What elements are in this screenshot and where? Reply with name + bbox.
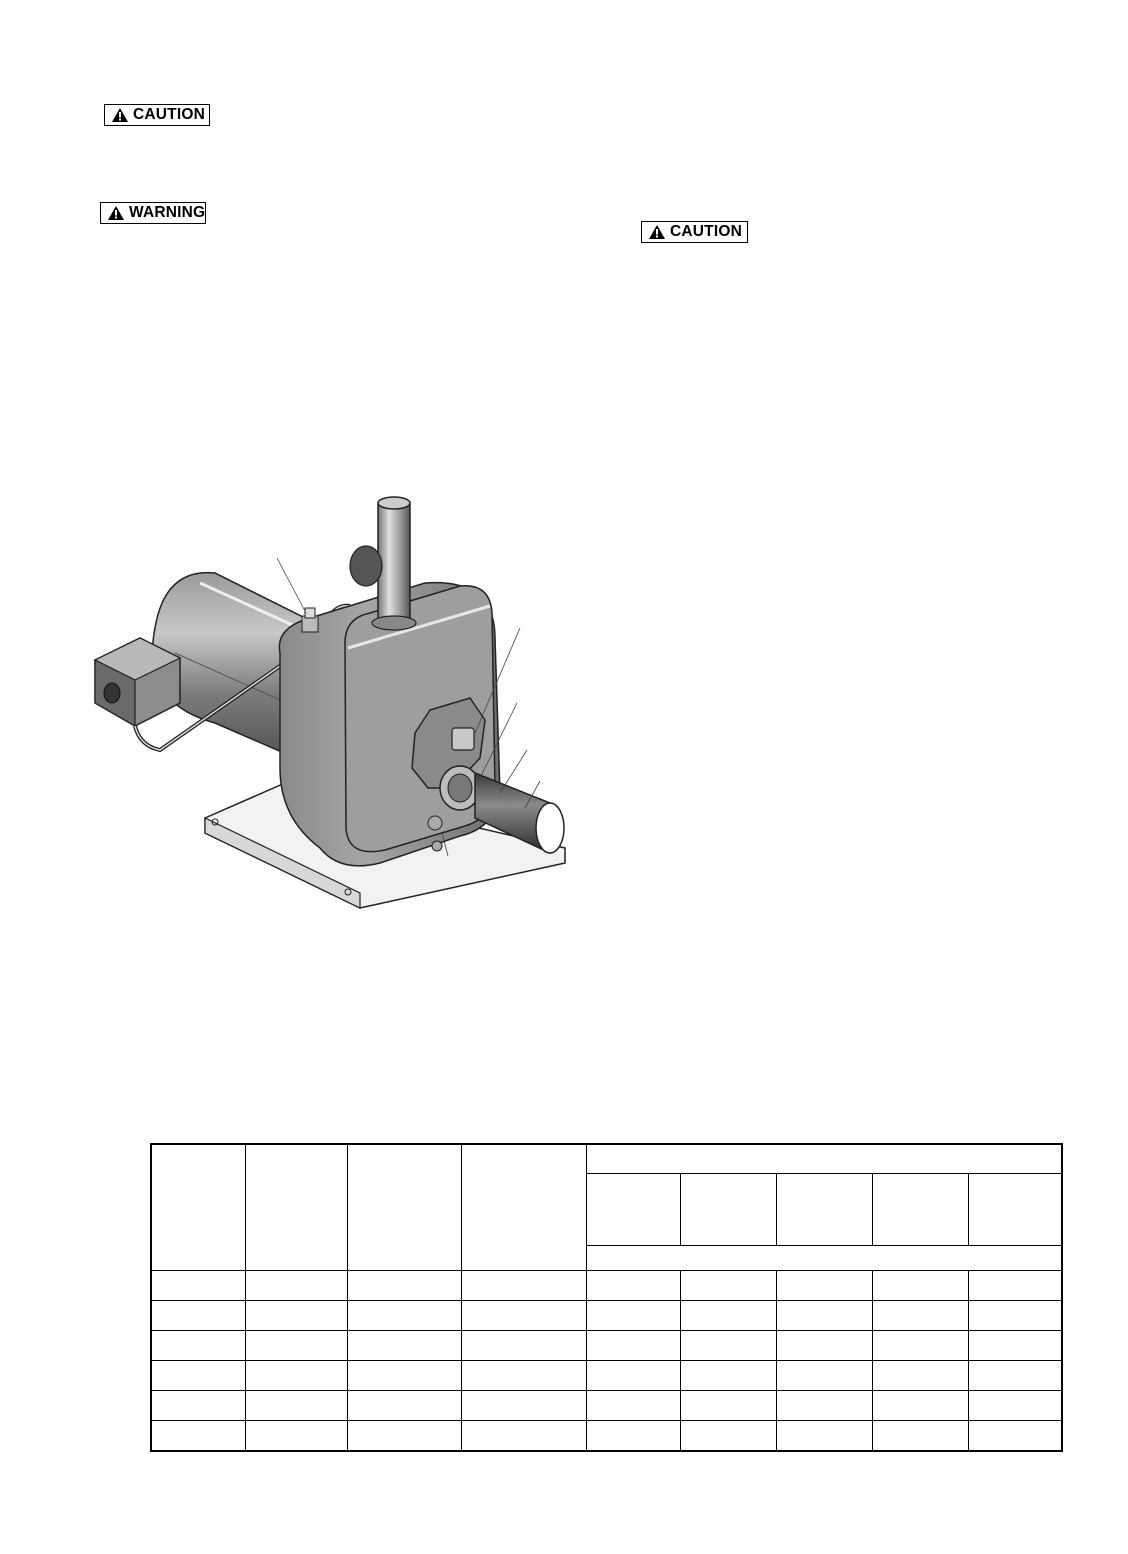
- table-header-row: [151, 1144, 1062, 1174]
- caution-badge: [641, 221, 748, 243]
- table-cell: [872, 1301, 968, 1331]
- caution-label: CAUTION: [133, 106, 206, 123]
- table-cell: [347, 1361, 461, 1391]
- table-row: [151, 1331, 1062, 1361]
- header-cell: [347, 1144, 461, 1271]
- header-unit-cell: [586, 1246, 1062, 1271]
- table-cell: [872, 1271, 968, 1301]
- table-cell: [245, 1301, 347, 1331]
- caution-label: CAUTION: [670, 223, 743, 240]
- table-cell: [586, 1271, 680, 1301]
- table-cell: [968, 1391, 1062, 1421]
- caution-badge: [104, 104, 210, 126]
- table-cell: [776, 1301, 872, 1331]
- table-cell: [245, 1421, 347, 1452]
- table-cell: [461, 1391, 586, 1421]
- table-cell: [680, 1421, 776, 1452]
- table-cell: [151, 1331, 245, 1361]
- table-row: [151, 1421, 1062, 1452]
- warning-triangle-icon: [107, 205, 125, 221]
- table-cell: [347, 1301, 461, 1331]
- table-cell: [461, 1421, 586, 1452]
- table-cell: [872, 1331, 968, 1361]
- warning-triangle-icon: [648, 224, 666, 240]
- table-cell: [347, 1331, 461, 1361]
- table-cell: [151, 1361, 245, 1391]
- table-cell: [968, 1301, 1062, 1331]
- jet-pump-illustration: [80, 488, 580, 918]
- header-cell: [461, 1144, 586, 1271]
- header-cell: [776, 1174, 872, 1246]
- table-cell: [680, 1271, 776, 1301]
- table-cell: [151, 1271, 245, 1301]
- table-cell: [872, 1391, 968, 1421]
- table-cell: [461, 1331, 586, 1361]
- header-group-cell: [586, 1144, 1062, 1174]
- table-cell: [872, 1361, 968, 1391]
- table-cell: [968, 1361, 1062, 1391]
- table-cell: [968, 1421, 1062, 1452]
- table-cell: [680, 1391, 776, 1421]
- table-cell: [586, 1301, 680, 1331]
- table-cell: [776, 1271, 872, 1301]
- table-cell: [586, 1421, 680, 1452]
- table-cell: [347, 1391, 461, 1421]
- table-cell: [151, 1301, 245, 1331]
- table-cell: [776, 1391, 872, 1421]
- table-cell: [872, 1421, 968, 1452]
- spec-table: [150, 1143, 1063, 1452]
- table-cell: [776, 1361, 872, 1391]
- warning-triangle-icon: [111, 107, 129, 123]
- table-cell: [776, 1421, 872, 1452]
- table-cell: [347, 1271, 461, 1301]
- table-cell: [245, 1361, 347, 1391]
- table-cell: [968, 1331, 1062, 1361]
- warning-badge: [100, 202, 206, 224]
- header-cell: [151, 1144, 245, 1271]
- table-cell: [151, 1421, 245, 1452]
- table-cell: [680, 1361, 776, 1391]
- table-cell: [461, 1301, 586, 1331]
- header-cell: [245, 1144, 347, 1271]
- table-cell: [680, 1331, 776, 1361]
- table-cell: [680, 1301, 776, 1331]
- header-cell: [872, 1174, 968, 1246]
- table-cell: [245, 1391, 347, 1421]
- table-cell: [586, 1361, 680, 1391]
- table-cell: [461, 1271, 586, 1301]
- warning-label: WARNING: [129, 204, 206, 221]
- table-row: [151, 1361, 1062, 1391]
- table-cell: [586, 1331, 680, 1361]
- header-cell: [586, 1174, 680, 1246]
- table-cell: [347, 1421, 461, 1452]
- table-row: [151, 1271, 1062, 1301]
- table-cell: [461, 1361, 586, 1391]
- table-cell: [245, 1331, 347, 1361]
- header-cell: [680, 1174, 776, 1246]
- table-cell: [245, 1271, 347, 1301]
- table-row: [151, 1301, 1062, 1331]
- table-cell: [776, 1331, 872, 1361]
- header-cell: [968, 1174, 1062, 1246]
- table-cell: [151, 1391, 245, 1421]
- table-row: [151, 1391, 1062, 1421]
- table-cell: [968, 1271, 1062, 1301]
- table-cell: [586, 1391, 680, 1421]
